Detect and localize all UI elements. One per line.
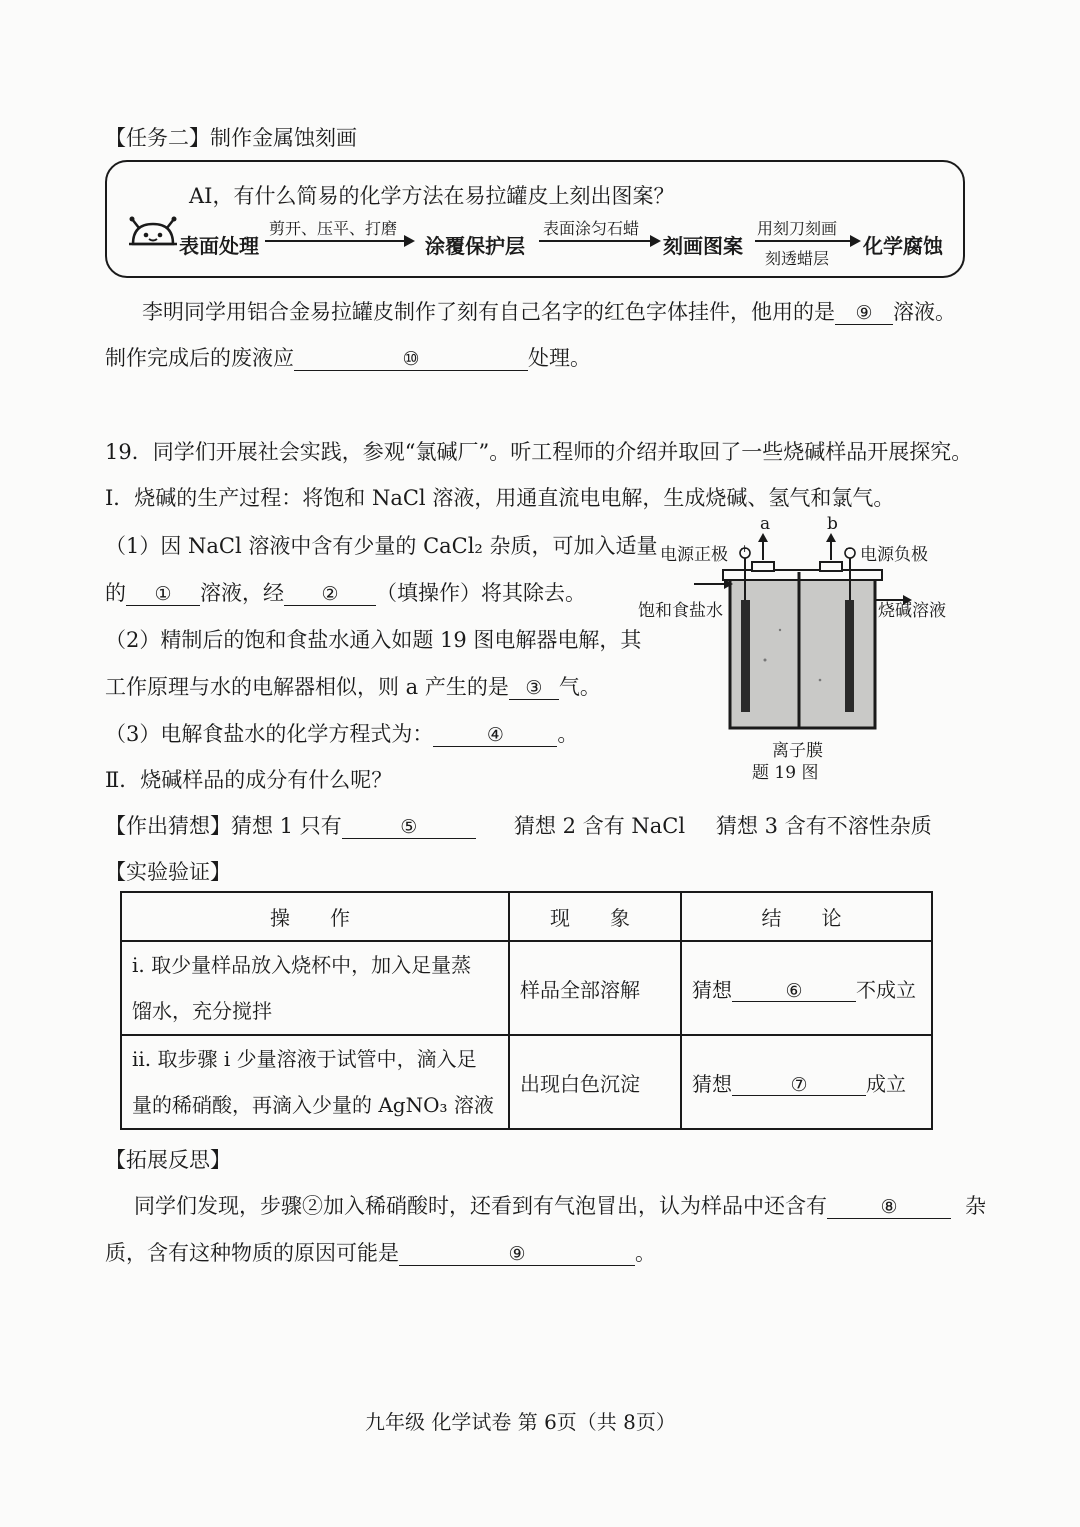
row1-conclusion: 猜想 ⑥ 不成立 (681, 941, 932, 1035)
label-a: a (760, 514, 771, 534)
row1-op-line2: 馏水，充分搅拌 (132, 999, 272, 1023)
flow-step-engrave: 刻画图案 (663, 234, 743, 258)
flow-note-1: 剪开、压平、打磨 (269, 219, 398, 238)
negative-electrode-label: 电源负极 (860, 545, 928, 565)
header-conclusion: 结 论 (681, 892, 932, 941)
blank-q19-6[interactable]: ⑥ (732, 981, 856, 1003)
membrane-label: 离子膜 (772, 741, 823, 761)
blank-q19-8[interactable]: ⑧ (827, 1197, 951, 1219)
flow-note-3-bottom: 刻透蜡层 (765, 249, 830, 268)
row2-operation (121, 1035, 509, 1129)
table-row (121, 1035, 932, 1129)
blank-task2-9[interactable]: ⑨ (835, 303, 893, 325)
flow-arrow-2 (539, 240, 659, 242)
task2-para1: 李明同学用铝合金易拉罐皮制作了刻有自己名字的红色字体挂件，他用的是 ⑨ 溶液。 (142, 300, 956, 324)
q19-sub2-line2: 工作原理与水的电解器相似，则 a 产生的是 ③ 气。 (105, 675, 601, 699)
blank-q19-1[interactable]: ① (126, 584, 200, 606)
experiment-label: 【实验验证】 (105, 860, 231, 884)
ai-question: AI，有什么简易的化学方法在易拉罐皮上刻出图案？ (189, 184, 675, 208)
flow-arrow-3 (755, 240, 859, 242)
q19-sub1-line1: （1）因 NaCl 溶液中含有少量的 CaCl₂ 杂质，可加入适量 (105, 534, 658, 558)
flow-note-2: 表面涂匀石蜡 (543, 219, 640, 238)
row2-op-line1: ii. 取步骤 i 少量溶液于试管中，滴入足 (132, 1047, 477, 1071)
q19-sub2-line1: （2）精制后的饱和食盐水通入如题 19 图电解器电解，其 (105, 628, 642, 652)
row2-phenomenon: 出现白色沉淀 (509, 1035, 681, 1129)
positive-electrode-label: 电源正极 (660, 545, 728, 565)
hypothesis-2: 猜想 2 含有 NaCl (514, 814, 686, 838)
blank-q19-9[interactable]: ⑨ (399, 1244, 635, 1266)
row1-phenomenon: 样品全部溶解 (509, 941, 681, 1035)
blank-task2-10[interactable]: ⑩ (294, 349, 528, 371)
reflection-line2: 质，含有这种物质的原因可能是 ⑨ 。 (105, 1241, 656, 1265)
experiment-table (120, 891, 933, 1130)
ai-dialog-box (105, 160, 965, 278)
q19-sub1-line2: 的 ① 溶液，经 ② （填操作）将其除去。 (105, 581, 586, 605)
flow-note-3-top: 用刻刀刻画 (757, 219, 838, 238)
robot-icon (127, 214, 179, 252)
flow-step-etch: 化学腐蚀 (863, 234, 943, 258)
label-b: b (827, 514, 838, 534)
q19-sub3: （3）电解食盐水的化学方程式为： ④ 。 (105, 722, 579, 746)
q19-part2-title: Ⅱ．烧碱样品的成分有什么呢？ (105, 768, 393, 792)
flow-step-surface: 表面处理 (179, 234, 259, 258)
minus-sign: − (845, 542, 855, 555)
figure-caption: 题 19 图 (752, 763, 819, 783)
electrolyzer-diagram (630, 514, 960, 785)
reflection-line1: 同学们发现，步骤②加入稀硝酸时，还看到有气泡冒出，认为样品中还含有 ⑧ 杂 (134, 1194, 986, 1218)
inlet-label: 饱和食盐水 (638, 601, 723, 621)
flow-step-coat: 涂覆保护层 (425, 234, 525, 258)
q19-part1-title: Ⅰ．烧碱的生产过程：将饱和 NaCl 溶液，用通直流电电解，生成烧碱、氢气和氯气。 (105, 486, 895, 510)
hypothesis-3: 猜想 3 含有不溶性杂质 (716, 814, 932, 838)
blank-q19-3[interactable]: ③ (509, 678, 559, 700)
blank-q19-5[interactable]: ⑤ (342, 817, 476, 839)
page-footer: 九年级 化学试卷 第 6页（共 8页） (365, 1410, 676, 1434)
flow-arrow-1 (265, 240, 413, 242)
row1-op-line1: i. 取少量样品放入烧杯中，加入足量蒸 (132, 953, 472, 977)
blank-q19-4[interactable]: ④ (433, 725, 557, 747)
row2-op-line2: 量的稀硝酸，再滴入少量的 AgNO₃ 溶液 (132, 1093, 494, 1117)
row2-conclusion: 猜想 ⑦ 成立 (681, 1035, 932, 1129)
hypothesis-line: 【作出猜想】猜想 1 只有 ⑤ (105, 810, 476, 840)
row1-operation (121, 941, 509, 1035)
table-header-row (121, 892, 932, 941)
table-row (121, 941, 932, 1035)
outlet-label: 烧碱溶液 (878, 601, 946, 621)
blank-q19-7[interactable]: ⑦ (732, 1075, 866, 1097)
plus-sign: + (740, 542, 750, 555)
header-operation: 操 作 (121, 892, 509, 941)
reflection-label: 【拓展反思】 (105, 1148, 231, 1172)
task2-heading: 【任务二】制作金属蚀刻画 (105, 126, 357, 150)
task2-para2: 制作完成后的废液应 ⑩ 处理。 (105, 346, 591, 370)
blank-q19-2[interactable]: ② (284, 584, 376, 606)
q19-intro: 19．同学们开展社会实践，参观“氯碱厂”。听工程师的介绍并取回了一些烧碱样品开展探究。 (105, 440, 973, 464)
header-phenomenon: 现 象 (509, 892, 681, 941)
